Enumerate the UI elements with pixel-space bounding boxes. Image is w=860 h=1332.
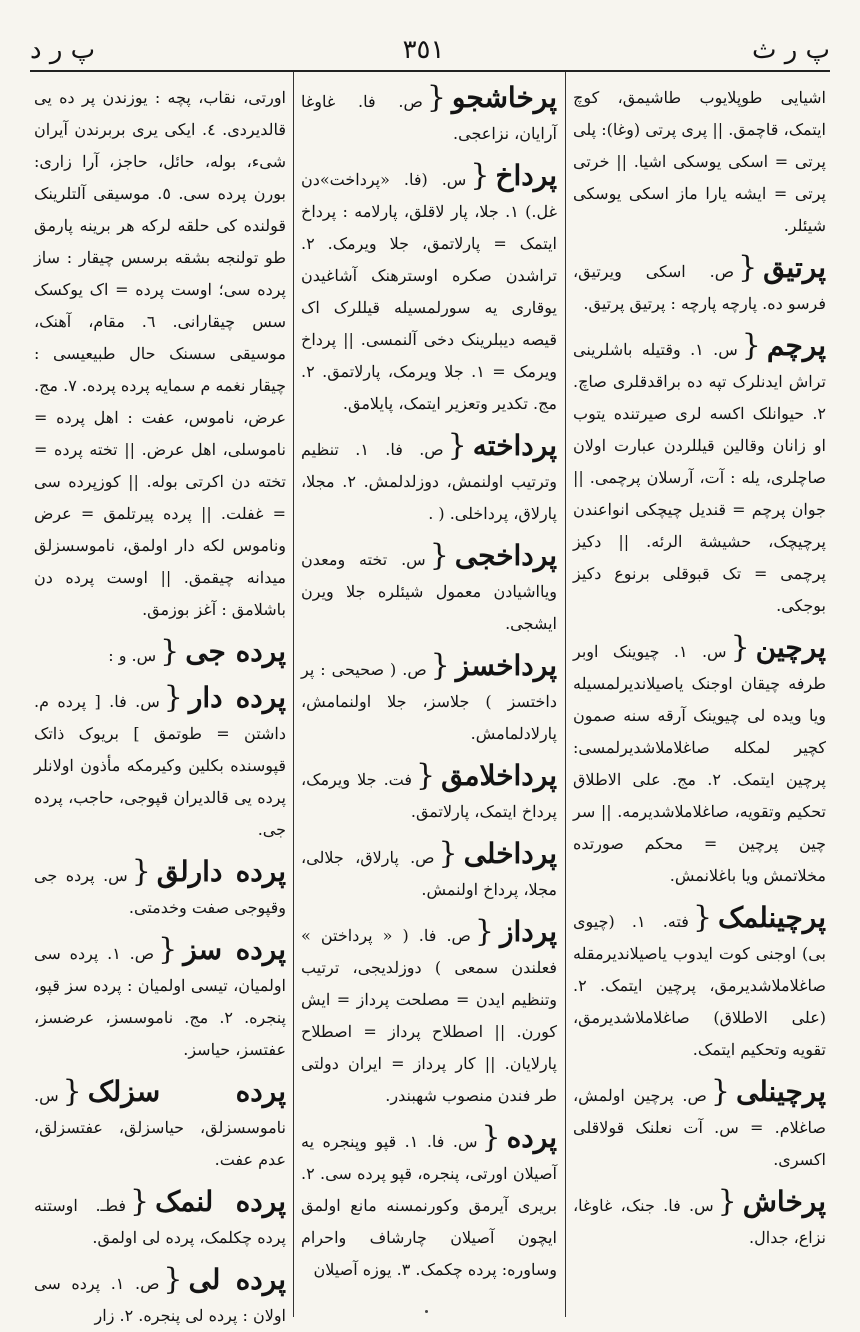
entry [301, 430, 557, 530]
column-right [573, 82, 826, 1300]
brace-glyph: { [163, 680, 183, 715]
entry-text: ص. ١. پرده سی اولان : پرده لی پنجره. ٢. زار [34, 1274, 286, 1325]
entry [301, 838, 557, 906]
brace-glyph: { [470, 158, 490, 193]
entry-text: ص. ( صحیحی : پر داختسز ) جلاسز، جلا اولنمامش، پارلادلمامش. [301, 660, 557, 743]
entry [573, 632, 826, 892]
entry-text: س. (فا. «پرداخت»دن غل.) ١. جلا، پار لاقلق، پارلامه : پرداخ ایتمک = پارلاتمق، جلا ویرمک. ٢. تراشدن صکره اوسترهنک آشاغیدن یوقاری یه سورلمسیله قیللرک اک قیصه دیبلرینک دخی آلنمسی. || پرداخ ویرمک = ١. جلا ویرمک، پارلاتمق. ٢. مج. تکدیر وتعزیر ایتمک، پایلامق. [301, 170, 557, 413]
entry-text: س. ١. وقتیله باشلرینی تراش ایدنلرک تپه ده براقدقلری صاچ. ٢. حیوانلک اکسه لری صیرتنده یتوب او زانان وقالین قیللردن عبارت اولان صاچلری، یله : آت، آرسلان پرچمی. || جوان پرچم = قندیل چیچکی انواعندن پرچیچک، حشیشة الرئه. || دکیز پرچمی = تک قبوقلی برنوع دکیز بوجکی. [573, 340, 826, 615]
entry-headword: پرده لنمک [155, 1185, 286, 1218]
entry-headword: پرده لی [188, 1263, 286, 1296]
entry [34, 1264, 286, 1332]
brace-glyph: { [717, 1184, 737, 1219]
entry [34, 82, 286, 626]
entry-headword: پرده دار [188, 681, 286, 714]
entry-headword: پرداخسز [455, 649, 557, 682]
entry [301, 160, 557, 420]
entry-text: اورتی، نقاب، پچه : یوزندن پر ده یی قالدیردی. ٤. ایکی یری بربرندن آیران شیء، بوله، حائل، حاجز، آرا زاری: بورن پرده سی. ٥. موسیقی آلتلرینک قولنده کی حلقه لرکه هر برینه پارمق طو تولنجه بشقه برسس چیقار : ساز پرده سی؛ اوست پرده = اک یوکسک سس چیقارانی. ٦. مقام، آهنک، موسیقی سسنک حال طبیعیسی : چیقار نغمه م سمایه پرده پرده. ٧. مج. عرض، ناموس، عفت : اهل پرده = ناموسلی، اهل عرض. || تخته پرده = تخته دن اکرتی بوله. || کوزپرده سی = غفلت. || پرده پیرتلمق = عرض وناموس لکه دار اولمق، ناموسسزلق میدانه چیقمق. || اوست پرده دن باشلامق : آغز بوزمق. [34, 88, 287, 619]
entry [301, 760, 557, 828]
entry-text: ص. پارلاق، جلالی، مجلا، پرداخ اولنمش. [301, 848, 557, 899]
entry-text: س. تخته ومعدن ویااشیادن معمول شیئلره جلا ویرن ایشجی. [301, 550, 557, 633]
entry-headword: پرداخلامق [441, 759, 557, 792]
brace-glyph: { [160, 634, 180, 669]
column-left [34, 82, 287, 1325]
entry-text: ص. فا. غاوغا آرایان، نزاعجی. [301, 92, 557, 143]
header-rule [30, 70, 830, 72]
entry-headword: پرده سزلک [87, 1075, 286, 1108]
entry [301, 82, 557, 150]
entry-headword: پرداز [499, 915, 557, 948]
entry-text: س. و : [108, 646, 157, 665]
entry-headword: پرخاش [742, 1185, 826, 1218]
entry-text: ص. فا. ١. تنظیم وترتیب اولنمش، دوزلدلمش. ٢. مجلا، پارلاق، پرداخلی. ( . [301, 440, 558, 523]
page-header [30, 30, 830, 70]
entry [301, 1122, 557, 1286]
brace-glyph: { [429, 538, 449, 573]
entry [573, 902, 826, 1066]
entry-text: س. ناموسسزلق، حیاسزلق، عفتسزلق، عدم عفت. [34, 1086, 286, 1169]
brace-glyph: { [474, 914, 494, 949]
column-middle [301, 82, 557, 1300]
brace-glyph: { [130, 1184, 150, 1219]
entry [34, 636, 286, 672]
brace-glyph: { [738, 250, 758, 285]
entry [34, 934, 286, 1066]
brace-glyph: { [447, 428, 467, 463]
header-right-letters: پ ر ث [751, 35, 830, 65]
entry-headword: پرداخته [472, 429, 557, 462]
entry-headword: پرداخلی [463, 837, 557, 870]
entry [301, 650, 557, 750]
entry-text: س. ١. چیوینک اوبر طرفه چیقان اوجنک یاصیلاندیرلمسیله ویا ویده لی چیوینک آرقه سنه صمون کچیر لمکله صاغلاملاشدیرلمسی: پرچین ایتمک. ٢. مج. علی الاطلاق تحکیم وتقویه، صاغلاملاشدیرمه. || سر چین پرچین = محکم صورتده مخلاتمش ویا باغلانمش. [573, 642, 826, 885]
brace-glyph: { [710, 1074, 730, 1109]
brace-glyph: { [430, 648, 450, 683]
entry-text: ص. فا. ( « پرداختن » فعلندن سمعی ) دوزلدیجی، ترتیب وتنظیم ایدن = مصلحت پرداز = ایش کورن. || اصطلاح پرداز = اصطلاح پارلایان. || کار پرداز = ایران دولتی طر فندن منصوب شهبندر. [301, 926, 557, 1105]
entry [573, 252, 826, 320]
entry-text: س. پرده جی وقپوجی صفت وخدمتی. [34, 866, 286, 917]
entry [34, 1186, 286, 1254]
brace-glyph: { [416, 758, 436, 793]
entry-headword: پرچین [755, 631, 826, 664]
brace-glyph: { [158, 932, 178, 967]
brace-glyph: { [741, 328, 761, 363]
brace-glyph: { [730, 630, 750, 665]
entry-headword: پرچم [766, 329, 827, 362]
entry-headword: پرچینلمک [718, 901, 826, 934]
bottom-dot [425, 1310, 428, 1313]
brace-glyph: { [481, 1120, 501, 1155]
entry-headword: پرده سز [183, 933, 286, 966]
entry-text: اشیایی طوپلایوب طاشیمق، کوچ ایتمک، قاچمق. || پری پرتی (وغا): پلی پرتی = اسکی یوسکی اشیا. || خرتی پرتی = ایشه یارا ماز اسکی یوسکی شیئلر. [573, 88, 826, 235]
entry-headword: پرده [506, 1121, 557, 1154]
entry-text: س. فا. [ پرده م. داشتن = طوتمق ] بریوک ذاتک قپوسنده بکلین وکیرمکه مأذون اولانلر پرده یی قالدیران قپوجی، حاجب، پرده جی. [34, 692, 286, 839]
entry-text: ص. پرچین اولمش، صاغلام. = س. آت نعلنک قولاقلی اکسری. [573, 1086, 826, 1169]
entry-headword: پرداخجی [454, 539, 557, 572]
entry-text: ص. اسکی ویرتیق، فرسو ده. پارچه پارچه : پرتیق پرتیق. [573, 262, 826, 313]
brace-glyph: { [131, 854, 151, 889]
entry [301, 540, 557, 640]
entry [34, 1076, 286, 1176]
page-number: ٣٥١ [402, 35, 445, 65]
brace-glyph: { [426, 80, 446, 115]
brace-glyph: { [692, 900, 713, 935]
entry-headword: پرده جی [185, 635, 286, 668]
brace-glyph: { [438, 836, 458, 871]
entry-text: س. فا. ١. قپو وپنجره یه آصیلان اورتی، پنجره، قپو پرده سی. ٢. بریری آیرمق وکورنمسنه مانع اولمق ایچون آصیلان چارشاف واحرام وساوره: پرده چکمک. ٣. یوزه آصیلان [301, 1132, 557, 1279]
brace-glyph: { [62, 1074, 82, 1109]
entry-headword: پرخاشجو [451, 81, 557, 114]
entry-headword: پرچینلی [735, 1075, 826, 1108]
entry [301, 916, 557, 1112]
entry [34, 856, 286, 924]
brace-glyph: { [163, 1262, 183, 1297]
entry-text: فت. جلا ویرمک، پرداخ ایتمک، پارلاتمق. [301, 770, 557, 821]
entry-text: س. فا. جنک، غاوغا، نزاع، جدال. [573, 1196, 826, 1247]
entry [573, 330, 826, 622]
entry [34, 682, 286, 846]
column-divider-left [293, 72, 294, 1317]
entry-headword: پرتیق [763, 251, 826, 284]
entry-text: فطـ. اوستنه پرده چکلمک، پرده لی اولمق. [34, 1196, 286, 1247]
entry-text: فته. ١. (چیوی بی) اوجنی کوت ایدوب یاصیلاندیرمقله صاغلاملاشدیرمق، پرچین ایتمک. ٢. (علی الاطلاق) صاغلاملاشدیرمق، تقویه وتحکیم ایتمک. [573, 912, 826, 1059]
entry [573, 1186, 826, 1254]
header-left-letters: پ ر د [30, 35, 96, 65]
entry [573, 82, 826, 242]
entry [573, 1076, 826, 1176]
entry-headword: پرداخ [495, 159, 557, 192]
entry-text: ص. ١. پرده سی اولمیان، تیسی اولمیان : پرده سز قپو، پنجره. ٢. مج. ناموسسز، عرضسز، عفتسز، حیاسز. [34, 944, 286, 1059]
column-divider-right [565, 72, 566, 1317]
entry-headword: پرده دارلق [156, 855, 286, 888]
